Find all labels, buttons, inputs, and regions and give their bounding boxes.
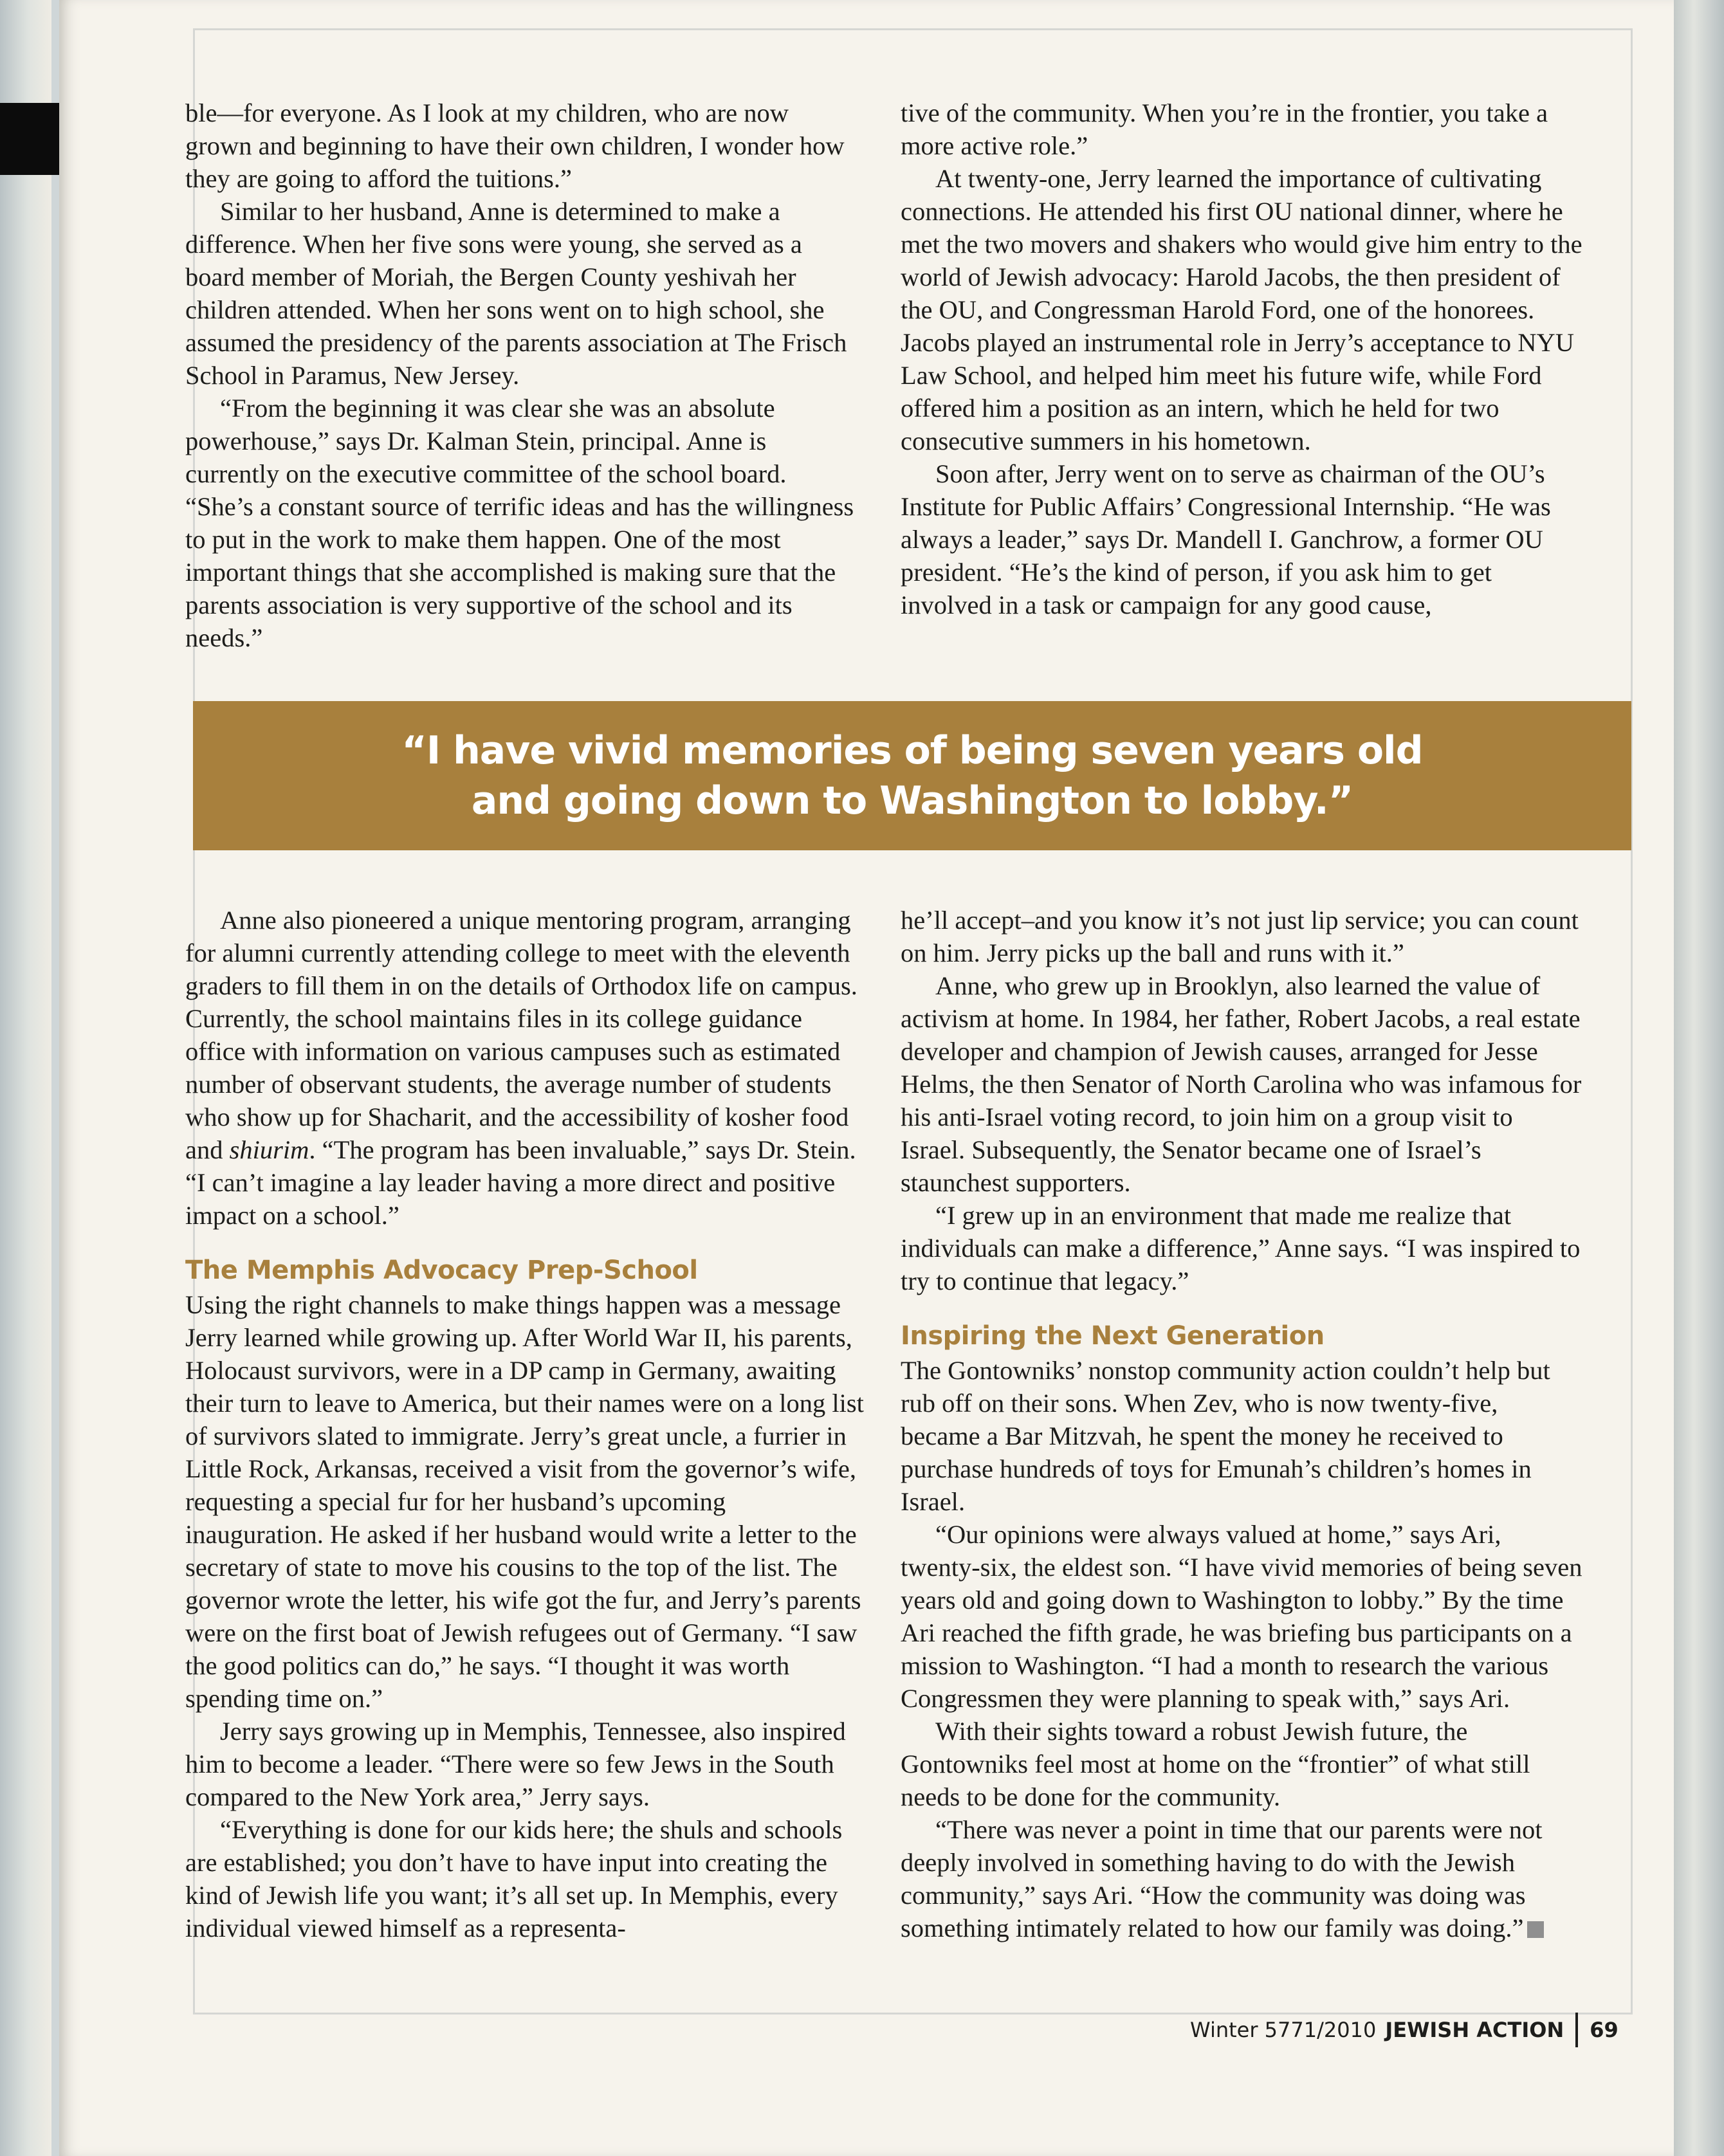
page-footer xyxy=(1190,2012,1619,2048)
column-right-bottom xyxy=(901,904,1582,1944)
paragraph: “From the beginning it was clear she was an absolute powerhouse,” says Dr. Kalman Stein, principal. Anne is currently on the executive committee of the school board. “She’s a constant source of terrific ideas and has the willingness to put in the work to make them happen. One of the most important things that she accomplished is making sure that the parents association is very supportive of the school and its needs.” xyxy=(185,394,854,652)
paragraph xyxy=(185,904,867,1232)
section-subhead: Inspiring the Next Generation xyxy=(901,1321,1325,1351)
paragraph: With their sights toward a robust Jewish future, the Gontowniks feel most at home on the “frontier” of what still needs to be done for the community. xyxy=(901,1717,1530,1811)
column-left-top xyxy=(185,96,854,654)
italic-term: shiurim xyxy=(229,1135,309,1164)
column-right-top xyxy=(901,96,1582,621)
paragraph xyxy=(901,1813,1582,1944)
text-run: . “The program has been invaluable,” says Dr. Stein. “I can’t imagine a lay leader having a more direct and positive impact on a school.” xyxy=(185,1135,856,1230)
paragraph: Soon after, Jerry went on to serve as chairman of the OU’s Institute for Public Affairs’ Congressional Internship. “He was always a leader,” says Dr. Mandell I. Ganchrow, a former OU president. “He’s the kind of person, if you ask him to get involved in a task or campaign for any good cause, xyxy=(901,459,1551,619)
paragraph: “Everything is done for our kids here; the shuls and schools are established; you don’t have to have input into creating the kind of Jewish life you want; it’s all set up. In Memphis, every individual viewed himself as a representa- xyxy=(185,1815,843,1942)
pull-quote-line-2: and going down to Washington to lobby.” xyxy=(471,778,1353,823)
right-page-edge xyxy=(1674,0,1724,2156)
pull-quote-line-1: “I have vivid memories of being seven years old xyxy=(401,728,1423,773)
paragraph: he’ll accept–and you know it’s not just lip service; you can count on him. Jerry picks up the ball and runs with it.” xyxy=(901,906,1579,967)
column-left-bottom xyxy=(185,904,867,1944)
text-run: “There was never a point in time that our parents were not deeply involved in something having to do with the Jewish community,” says Ari. “How the community was doing was something intimately related to how our family was doing.” xyxy=(901,1815,1543,1942)
left-page-edge xyxy=(0,0,51,2156)
pull-quote-text xyxy=(365,726,1459,826)
footer-page-number: 69 xyxy=(1590,2018,1619,2042)
paragraph: ble—for everyone. As I look at my children, who are now grown and beginning to have their own children, I wonder how they are going to afford the tuitions.” xyxy=(185,98,845,193)
end-of-article-square-icon xyxy=(1527,1921,1544,1938)
pull-quote-banner xyxy=(193,701,1631,850)
footer-magazine-name: JEWISH ACTION xyxy=(1385,2018,1564,2042)
paragraph: Similar to her husband, Anne is determined to make a difference. When her five sons were young, she served as a board member of Moriah, the Bergen County yeshivah her children attended. When her sons went on to high school, she assumed the presidency of the parents association at The Frisch School in Paramus, New Jersey. xyxy=(185,197,847,390)
black-edge-tab xyxy=(0,103,59,175)
paragraph: Anne, who grew up in Brooklyn, also learned the value of activism at home. In 1984, her father, Robert Jacobs, a real estate developer and champion of Jewish causes, arranged for Jesse Helms, the then Senator of North Carolina who was infamous for his anti-Israel voting record, to join him on a group visit to Israel. Subsequently, the Senator became one of Israel’s staunchest supporters. xyxy=(901,971,1582,1197)
paragraph: At twenty-one, Jerry learned the importance of cultivating connections. He attended his first OU national dinner, where he met the two movers and shakers who would give him entry to the world of Jewish advocacy: Harold Jacobs, the then president of the OU, and Congressman Harold Ford, one of the honorees. Jacobs played an instrumental role in Jerry’s acceptance to NYU Law School, and helped him meet his future wife, while Ford offered him a position as an intern, which he held for two consecutive summers in his hometown. xyxy=(901,164,1582,455)
paragraph: Jerry says growing up in Memphis, Tennessee, also inspired him to become a leader. “There were so few Jews in the South compared to the New York area,” Jerry says. xyxy=(185,1717,846,1811)
paragraph: tive of the community. When you’re in the frontier, you take a more active role.” xyxy=(901,98,1548,160)
paragraph: “Our opinions were always valued at home,” says Ari, twenty-six, the eldest son. “I have vivid memories of being seven years old and going down to Washington to lobby.” By the time Ari reached the fifth grade, he was briefing bus participants on a mission to Washington. “I had a month to research the various Congressmen they were planning to speak with,” says Ari. xyxy=(901,1520,1582,1713)
text-run: Anne also pioneered a unique mentoring program, arranging for alumni currently attending college to meet with the eleventh graders to fill them in on the details of Orthodox life on campus. Currently, the school maintains files in its college guidance office with information on various campuses such as estimated number of observant students, the average number of students who show up for Shacharit, and the accessibility of kosher food and xyxy=(185,906,857,1164)
paragraph: Using the right channels to make things happen was a message Jerry learned while growing up. After World War II, his parents, Holocaust survivors, were in a DP camp in Germany, awaiting their turn to leave to America, but their names were on a long list of survivors slated to immigrate. Jerry’s great uncle, a furrier in Little Rock, Arkansas, received a visit from the governor’s wife, requesting a special fur for her husband’s upcoming inauguration. He asked if her husband would write a letter to the secretary of state to move his cousins to the top of the list. The governor wrote the letter, his wife got the fur, and Jerry’s parents were on the first boat of Jewish refugees out of Germany. “I saw the good politics can do,” he says. “I thought it was worth spending time on.” xyxy=(185,1290,864,1713)
footer-issue: Winter 5771/2010 xyxy=(1190,2018,1377,2042)
paragraph: The Gontowniks’ nonstop community action couldn’t help but rub off on their sons. When Zev, who is now twenty-five, became a Bar Mitzvah, he spent the money he received to purchase hundreds of toys for Emunah’s children’s homes in Israel. xyxy=(901,1356,1550,1516)
paragraph: “I grew up in an environment that made me realize that individuals can make a difference,” Anne says. “I was inspired to try to continue that legacy.” xyxy=(901,1201,1581,1295)
section-subhead: The Memphis Advocacy Prep-School xyxy=(185,1256,698,1285)
footer-divider xyxy=(1575,2013,1578,2047)
